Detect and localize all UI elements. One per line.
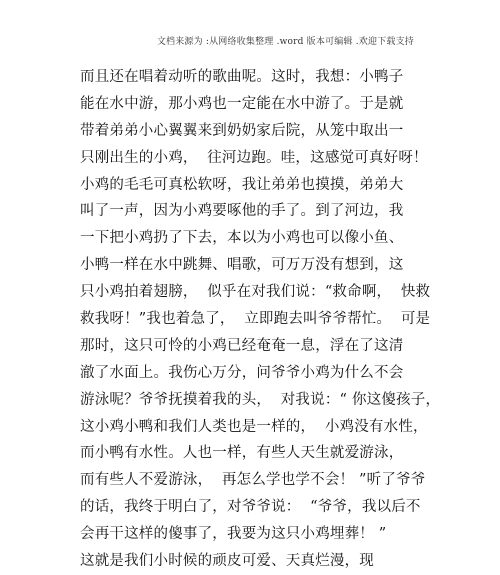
document-body xyxy=(80,64,440,575)
text-line: 只刚出生的小鸡， 往河边跑。哇，这感觉可真好呀！ xyxy=(80,149,428,166)
text-line: 叫了一声，因为小鸡要啄他的手了。到了河边，我 xyxy=(80,203,404,220)
text-line: 小鸡的毛毛可真松软呀，我让弟弟也摸摸，弟弟大 xyxy=(80,176,404,193)
text-line: 的话，我终于明白了，对爷爷说： “爷爷，我以后不 xyxy=(80,499,421,516)
text-line: 而有些人不爱游泳， 再怎么学也学不会！ ”听了爷爷 xyxy=(80,472,426,489)
text-line: 游泳呢？爷爷抚摸着我的头， 对我说：“ 你这傻孩子， xyxy=(80,391,441,408)
text-line: 而小鸭有水性。人也一样，有些人天生就爱游泳， xyxy=(80,445,404,462)
text-line: 会再干这样的傻事了，我要为这只小鸡埋葬！ ” xyxy=(80,526,387,543)
text-line: 能在水中游，那小鸡也一定能在水中游了。于是就 xyxy=(80,95,404,112)
text-line: 小鸭一样在水中跳舞、唱歌，可万万没有想到，这 xyxy=(80,257,404,274)
text-line: 一下把小鸡扔了下去，本以为小鸡也可以像小鱼、 xyxy=(80,230,404,247)
text-line: 带着弟弟小心翼翼来到奶奶家后院，从笼中取出一 xyxy=(80,122,404,139)
text-line: 这就是我们小时候的顽皮可爱、天真烂漫，现 xyxy=(80,553,374,570)
text-line: 而且还在唱着动听的歌曲呢。这时，我想：小鸭子 xyxy=(80,69,404,85)
header-note: 文档来源为 :从网络收集整理 .word 版本可编辑 .欢迎下载支持 xyxy=(156,37,414,47)
text-line: 只小鸡拍着翅膀， 似乎在对我们说：“救命啊， 快救 xyxy=(80,284,431,301)
text-line: 那时，这只可怜的小鸡已经奄奄一息，浮在了这清 xyxy=(80,337,404,354)
text-line: 这小鸡小鸭和我们人类也是一样的， 小鸡没有水性， xyxy=(80,418,428,435)
text-line: 救我呀！”我也着急了， 立即跑去叫爷爷帮忙。 可是 xyxy=(80,311,431,328)
text-line: 澈了水面上。我伤心万分，问爷爷小鸡为什么不会 xyxy=(80,364,404,381)
